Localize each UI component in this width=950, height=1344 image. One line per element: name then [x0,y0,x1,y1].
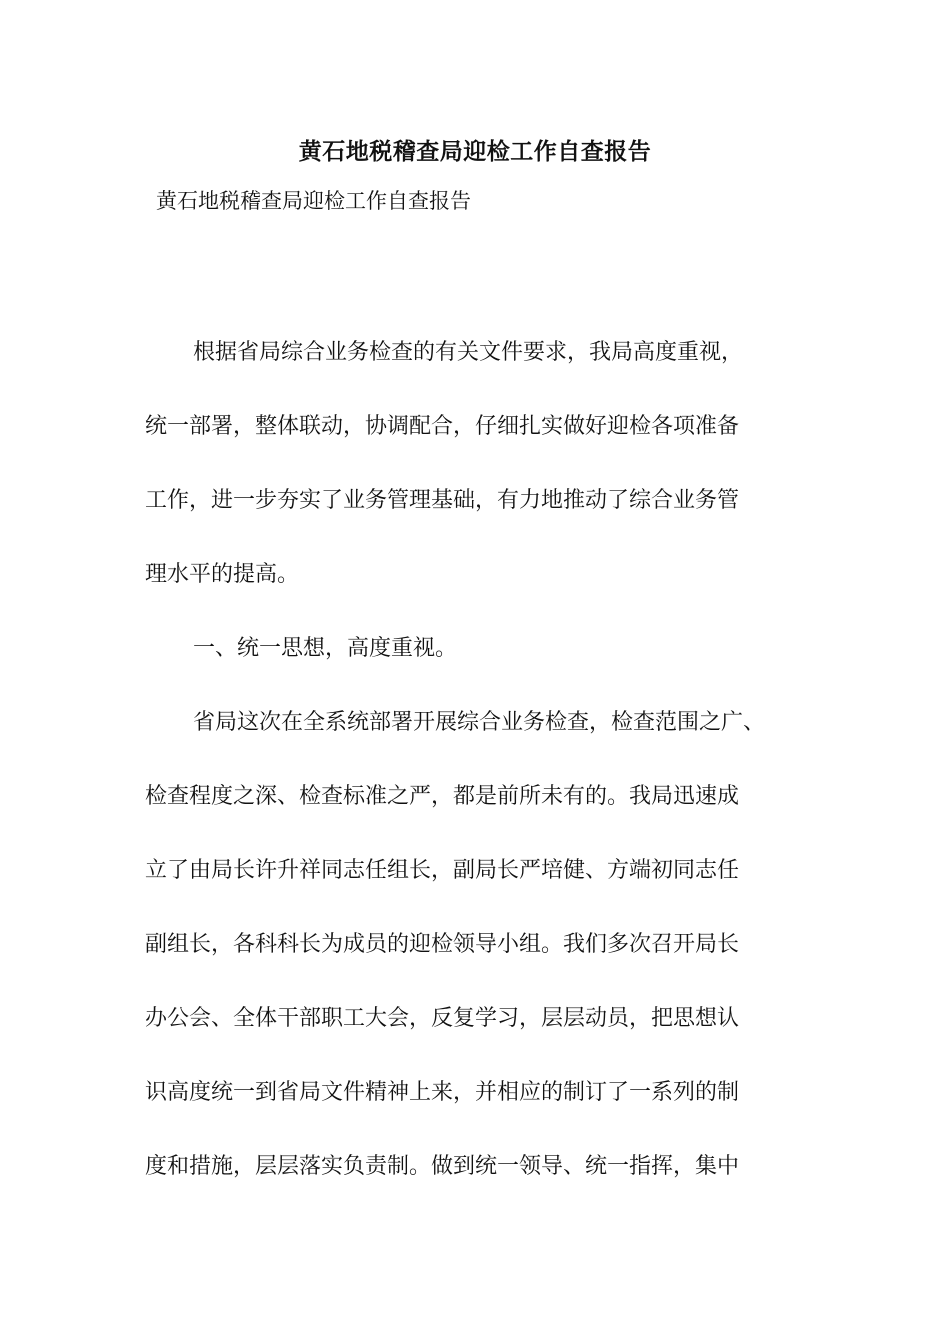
paragraph-line: 理水平的提高。 [145,562,300,587]
paragraph-line: 统一部署，整体联动，协调配合，仔细扎实做好迎检各项准备 [145,414,740,439]
paragraph-line: 省局这次在全系统部署开展综合业务检查，检查范围之广、 [193,710,766,735]
paragraph-line: 度和措施，层层落实负责制。做到统一领导、统一指挥，集中 [145,1154,740,1179]
paragraph-line: 副组长，各科科长为成员的迎检领导小组。我们多次召开局长 [145,932,740,957]
paragraph-line: 检查程度之深、检查标准之严，都是前所未有的。我局迅速成 [145,784,740,809]
paragraph-line: 办公会、全体干部职工大会，反复学习，层层动员，把思想认 [145,1006,740,1031]
paragraph-line: 根据省局综合业务检查的有关文件要求，我局高度重视， [193,340,744,365]
paragraph-line: 识高度统一到省局文件精神上来，并相应的制订了一系列的制 [145,1080,740,1105]
section-heading: 一、统一思想，高度重视。 [193,636,458,661]
document-title: 黄石地税稽查局迎检工作自查报告 [298,138,652,165]
document-subtitle: 黄石地税稽查局迎检工作自查报告 [156,189,471,213]
paragraph-line: 工作，进一步夯实了业务管理基础，有力地推动了综合业务管 [145,488,740,513]
paragraph-line: 立了由局长许升祥同志任组长，副局长严培健、方端初同志任 [145,858,740,883]
